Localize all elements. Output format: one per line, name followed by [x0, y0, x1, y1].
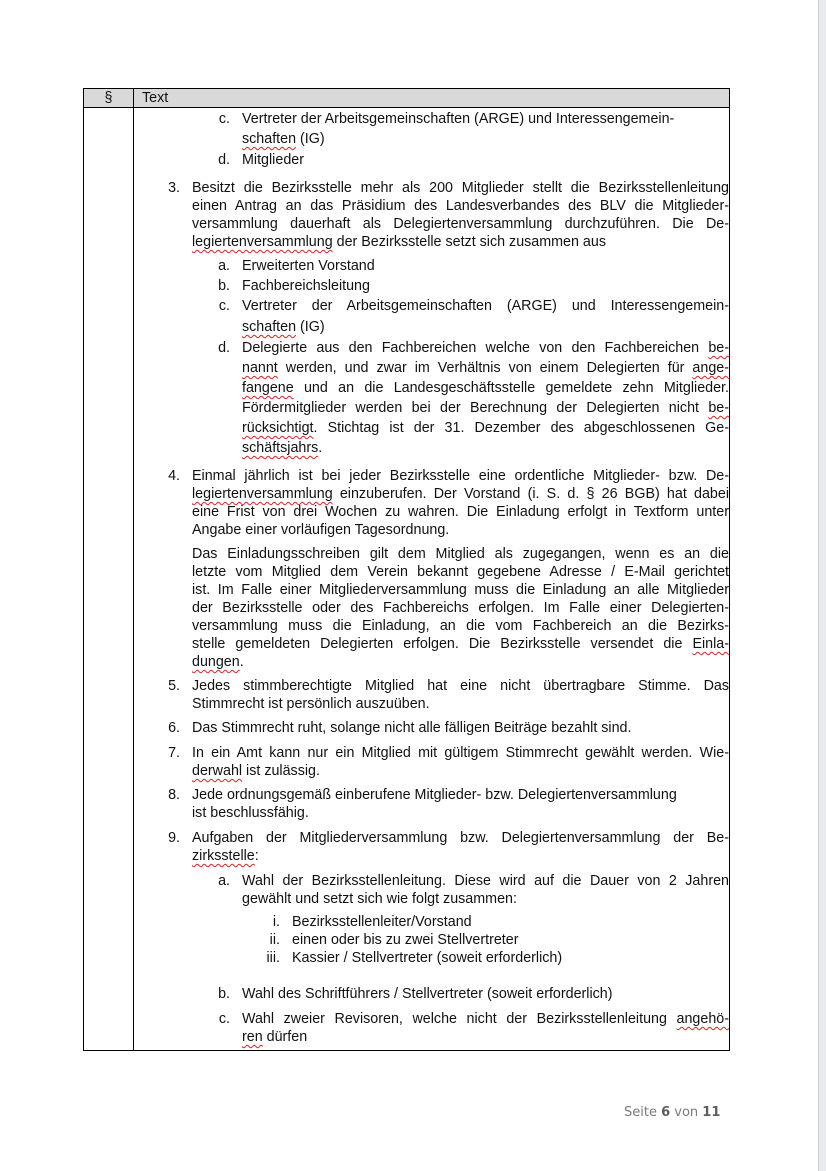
list-marker: 3.	[168, 180, 180, 196]
list-item-text: Das Stimmrecht ruht, solange nicht alle fälligen Beiträge bezahlt sind.	[192, 720, 632, 736]
list-marker: d.	[218, 152, 230, 168]
list-item-text: Jedes stimmberechtigte Mitglied hat eine nicht übertragbare Stimme. Das	[192, 678, 729, 694]
list-item-text: Wahl der Bezirksstellenleitung. Diese wird auf die Dauer von 2 Jahren	[242, 873, 729, 889]
header-text: Text	[134, 89, 730, 108]
list-item-text: Vertreter der Arbeitsgemeinschaften (ARGE) und Interessengemein-	[242, 111, 675, 127]
list-item-text: ren dürfen	[242, 1029, 308, 1045]
list-item-text: zirksstelle:	[192, 848, 259, 864]
list-marker: d.	[218, 340, 230, 356]
list-item-text: Einmal jährlich ist bei jeder Bezirksstelle eine ordentliche Mitglieder- bzw. De-	[192, 468, 729, 484]
list-item-text: Angabe einer vorläufigen Tagesordnung.	[192, 522, 450, 538]
header-paragraph-symbol: §	[84, 89, 134, 108]
list-item-text: einen oder bis zu zwei Stellvertreter	[292, 932, 519, 948]
paragraph-line: stelle gemeldeten Delegierten erfolgen. Die Bezirksstelle versendet die Einla-	[192, 636, 729, 652]
page-number-footer	[624, 1105, 720, 1120]
list-marker: 7.	[168, 745, 180, 761]
current-page: 6	[661, 1105, 671, 1120]
list-item-text: Mitglieder	[242, 152, 304, 168]
list-item-text: nannt werden, und zwar im Verhältnis von einem Delegierten für ange-	[242, 360, 729, 376]
paragraph-line: letzte vom Mitglied dem Verein bekannt gegebene Adresse / E-Mail gerichtet	[192, 564, 729, 580]
text-cell	[134, 108, 730, 1051]
list-marker: 8.	[168, 787, 180, 803]
paragraph-line: der Bezirksstelle oder des Fachbereichs erfolgen. Im Falle einer Delegierten-	[192, 600, 729, 616]
paragraph-line: Das Einladungsschreiben gilt dem Mitglied als zugegangen, wenn es an die	[192, 546, 729, 562]
list-item-text: einen Antrag an das Präsidium des Landesverbandes des BLV die Mitglieder-	[192, 198, 729, 214]
list-item-text: Bezirksstellenleiter/Vorstand	[292, 914, 472, 930]
list-item-text: eine Frist von drei Wochen zu wahren. Die Einladung erfolgt in Textform unter	[192, 504, 729, 520]
list-item-text: legiertenversammlung der Bezirksstelle setzt sich zusammen aus	[192, 234, 606, 250]
window-scrollbar-edge[interactable]	[818, 0, 826, 1171]
footer-separator: von	[670, 1105, 703, 1120]
list-item-text: Kassier / Stellvertreter (soweit erforderlich)	[292, 950, 563, 966]
list-item-text: schäftsjahrs.	[242, 440, 323, 456]
list-marker: b.	[218, 278, 230, 294]
list-item-text: schaften (IG)	[242, 319, 325, 335]
list-item-text: rücksichtigt. Stichtag ist der 31. Dezember des abgeschlossenen Ge-	[242, 420, 729, 436]
table-row	[84, 108, 730, 1051]
paragraph-line: dungen.	[192, 654, 244, 670]
list-marker: iii.	[266, 950, 280, 966]
list-marker: a.	[218, 258, 230, 274]
list-marker: ii.	[269, 932, 280, 948]
list-item-text: Jede ordnungsgemäß einberufene Mitglieder- bzw. Delegiertenversammlung	[192, 787, 677, 803]
list-marker: c.	[218, 298, 230, 314]
list-marker: 9.	[168, 830, 180, 846]
list-item-text: Delegierte aus den Fachbereichen welche von den Fachbereichen be-	[242, 340, 729, 356]
list-marker: c.	[218, 111, 230, 127]
list-item-text: derwahl ist zulässig.	[192, 763, 320, 779]
list-item-text: Wahl zweier Revisoren, welche nicht der Bezirksstellenleitung angehö-	[242, 1011, 729, 1027]
list-item-text: schaften (IG)	[242, 131, 325, 147]
paragraph-line: versammlung muss die Einladung, an die vom Fachbereich an die Bezirks-	[192, 618, 729, 634]
list-item-text: Erweiterten Vorstand	[242, 258, 375, 274]
list-item-text: versammlung dauerhaft als Delegiertenversammlung durchzuführen. Die De-	[192, 216, 729, 232]
total-pages: 11	[702, 1105, 721, 1120]
list-marker: c.	[218, 1011, 230, 1027]
paragraph-line: ist. Im Falle einer Mitgliederversammlung muss die Einladung an alle Mitglieder	[192, 582, 729, 598]
list-marker: b.	[218, 986, 230, 1002]
footer-label: Seite	[624, 1105, 662, 1120]
table-header-row	[84, 89, 730, 108]
statute-table	[83, 88, 730, 1051]
list-marker: 5.	[168, 678, 180, 694]
list-item-text: In ein Amt kann nur ein Mitglied mit gültigem Stimmrecht gewählt werden. Wie-	[192, 745, 729, 761]
list-marker: 6.	[168, 720, 180, 736]
list-marker: a.	[218, 873, 230, 889]
list-item-text: legiertenversammlung einzuberufen. Der Vorstand (i. S. d. § 26 BGB) hat dabei	[192, 486, 729, 502]
paragraph-cell	[84, 108, 134, 1051]
list-item-text: ist beschlussfähig.	[192, 805, 309, 821]
list-item-text: Stimmrecht ist persönlich auszuüben.	[192, 696, 430, 712]
list-item-text: Fachbereichsleitung	[242, 278, 370, 294]
list-marker: 4.	[168, 468, 180, 484]
list-marker: i.	[272, 914, 280, 930]
list-item-text: gewählt und setzt sich wie folgt zusammen:	[242, 891, 517, 907]
list-item-text: Aufgaben der Mitgliederversammlung bzw. Delegiertenversammlung der Be-	[192, 830, 729, 846]
list-item-text: Wahl des Schriftführers / Stellvertreter (soweit erforderlich)	[242, 986, 613, 1002]
list-item-text: Vertreter der Arbeitsgemeinschaften (ARGE) und Interessengemein-	[242, 298, 729, 314]
list-item-text: fangene und an die Landesgeschäftsstelle gemeldete zehn Mitglieder.	[242, 380, 729, 396]
list-item-text: Besitzt die Bezirksstelle mehr als 200 Mitglieder stellt die Bezirksstellenleitung	[192, 180, 729, 196]
list-item-text: Fördermitglieder werden bei der Berechnung der Delegierten nicht be-	[242, 400, 729, 416]
